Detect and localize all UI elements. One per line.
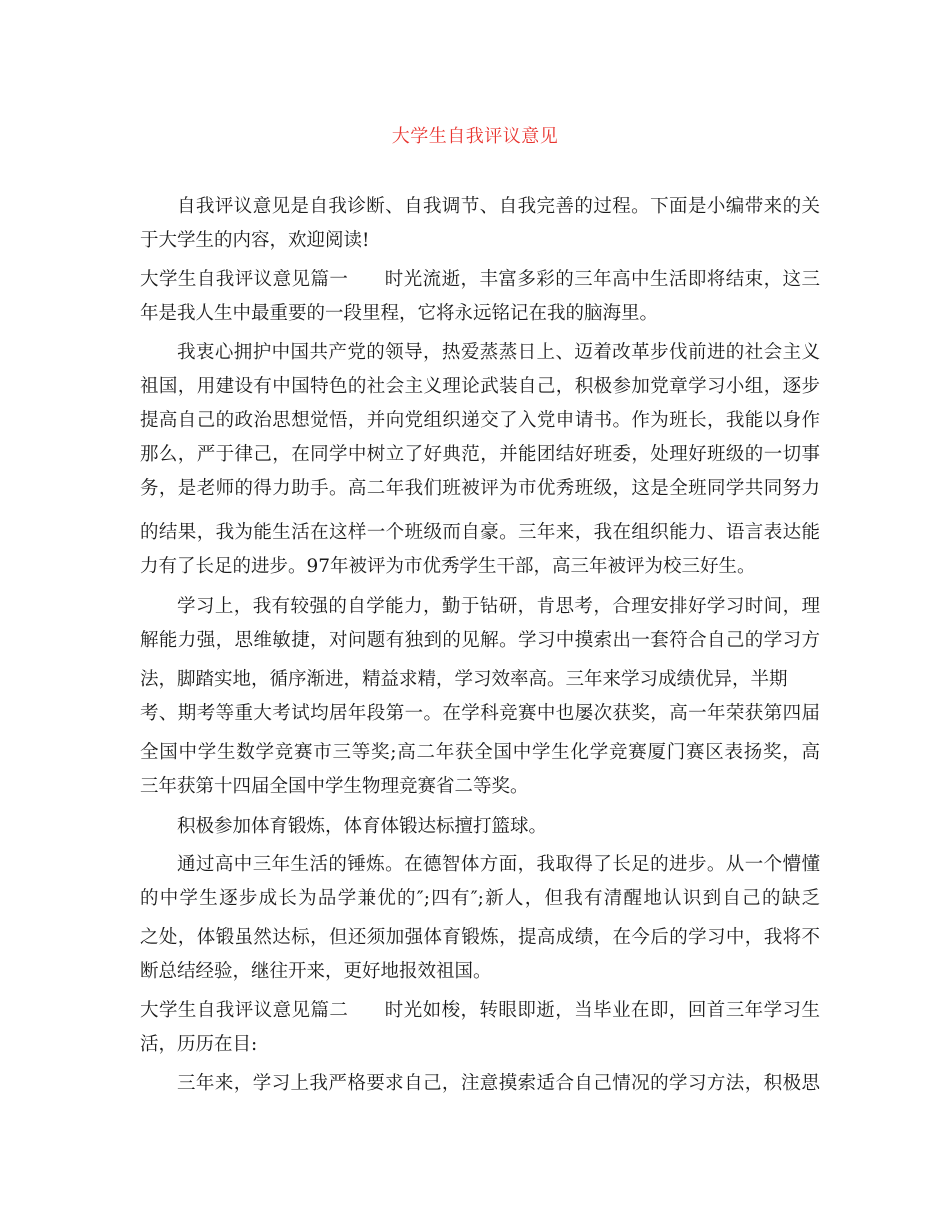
paragraph-line: 全国中学生数学竞赛市三等奖;高二年获全国中学生化学竞赛厦门赛区表扬奖，高 xyxy=(140,742,820,763)
paragraph-line: 的中学生逐步成长为品学兼优的″;四有″;新人，但我有清醒地认识到自己的缺乏 xyxy=(140,888,820,909)
paragraph-line: 活，历历在目: xyxy=(140,1034,258,1055)
paragraph-line: 解能力强，思维敏捷，对问题有独到的见解。学习中摸索出一套符合自己的学习方 xyxy=(140,630,820,651)
paragraph-line: 年是我人生中最重要的一段里程，它将永远铭记在我的脑海里。 xyxy=(140,303,659,324)
section-text: 时光如梭，转眼即逝，当毕业在即，回首三年学习生 xyxy=(384,1000,820,1021)
paragraph-line: 法，脚踏实地，循序渐进，精益求精，学习效率高。三年来学习成绩优异，半期 xyxy=(140,669,788,690)
section-heading-1: 大学生自我评议意见篇一 xyxy=(140,269,349,290)
paragraph-line: 祖国，用建设有中国特色的社会主义理论武装自己，积极参加党章学习小组，逐步 xyxy=(140,376,820,397)
section-text: 时光流逝，丰富多彩的三年高中生活即将结束，这三 xyxy=(384,269,820,290)
paragraph-line: 通过高中三年生活的锤炼。在德智体方面，我取得了长足的进步。从一个懵懂 xyxy=(177,854,820,875)
paragraph-line: 于大学生的内容，欢迎阅读! xyxy=(140,230,370,251)
paragraph-line: 三年来，学习上我严格要求自己，注意摸索适合自己情况的学习方法，积极思 xyxy=(177,1073,820,1094)
section-heading-line xyxy=(140,263,820,297)
paragraph-line: 学习上，我有较强的自学能力，勤于钻研，肯思考，合理安排好学习时间，理 xyxy=(177,596,820,617)
paragraph-line: 力有了长足的进步。97年被评为市优秀学生干部，高三年被评为校三好生。 xyxy=(140,556,756,577)
paragraph-line: 提高自己的政治思想觉悟，并向党组织递交了入党申请书。作为班长，我能以身作 xyxy=(140,410,820,431)
paragraph-line: 三年获第十四届全国中学生物理竞赛省二等奖。 xyxy=(140,776,529,797)
document-title: 大学生自我评议意见 xyxy=(391,126,559,147)
paragraph-line: 积极参加体育锻炼，体育体锻达标擅打篮球。 xyxy=(177,816,548,837)
paragraph-line: 断总结经验，继往开来，更好地报效祖国。 xyxy=(140,961,492,982)
section-heading-line xyxy=(140,994,820,1028)
section-heading-2: 大学生自我评议意见篇二 xyxy=(140,1000,349,1021)
paragraph-line: 考、期考等重大考试均居年段第一。在学科竞赛中也屡次获奖，高一年荣获第四届 xyxy=(140,703,820,724)
paragraph-line: 之处，体锻虽然达标，但还须加强体育锻炼，提高成绩，在今后的学习中，我将不 xyxy=(140,927,820,948)
paragraph-line: 那么，严于律己，在同学中树立了好典范，并能团结好班委，处理好班级的一切事 xyxy=(140,444,820,465)
paragraph-line: 自我评议意见是自我诊断、自我调节、自我完善的过程。下面是小编带来的关 xyxy=(177,196,820,217)
paragraph-line: 的结果，我为能生活在这样一个班级而自豪。三年来，我在组织能力、语言表达能 xyxy=(140,522,820,543)
paragraph-line: 务，是老师的得力助手。高二年我们班被评为市优秀班级，这是全班同学共同努力 xyxy=(140,478,820,499)
paragraph-line: 我衷心拥护中国共产党的领导，热爱蒸蒸日上、迈着改革步伐前进的社会主义 xyxy=(177,342,820,363)
